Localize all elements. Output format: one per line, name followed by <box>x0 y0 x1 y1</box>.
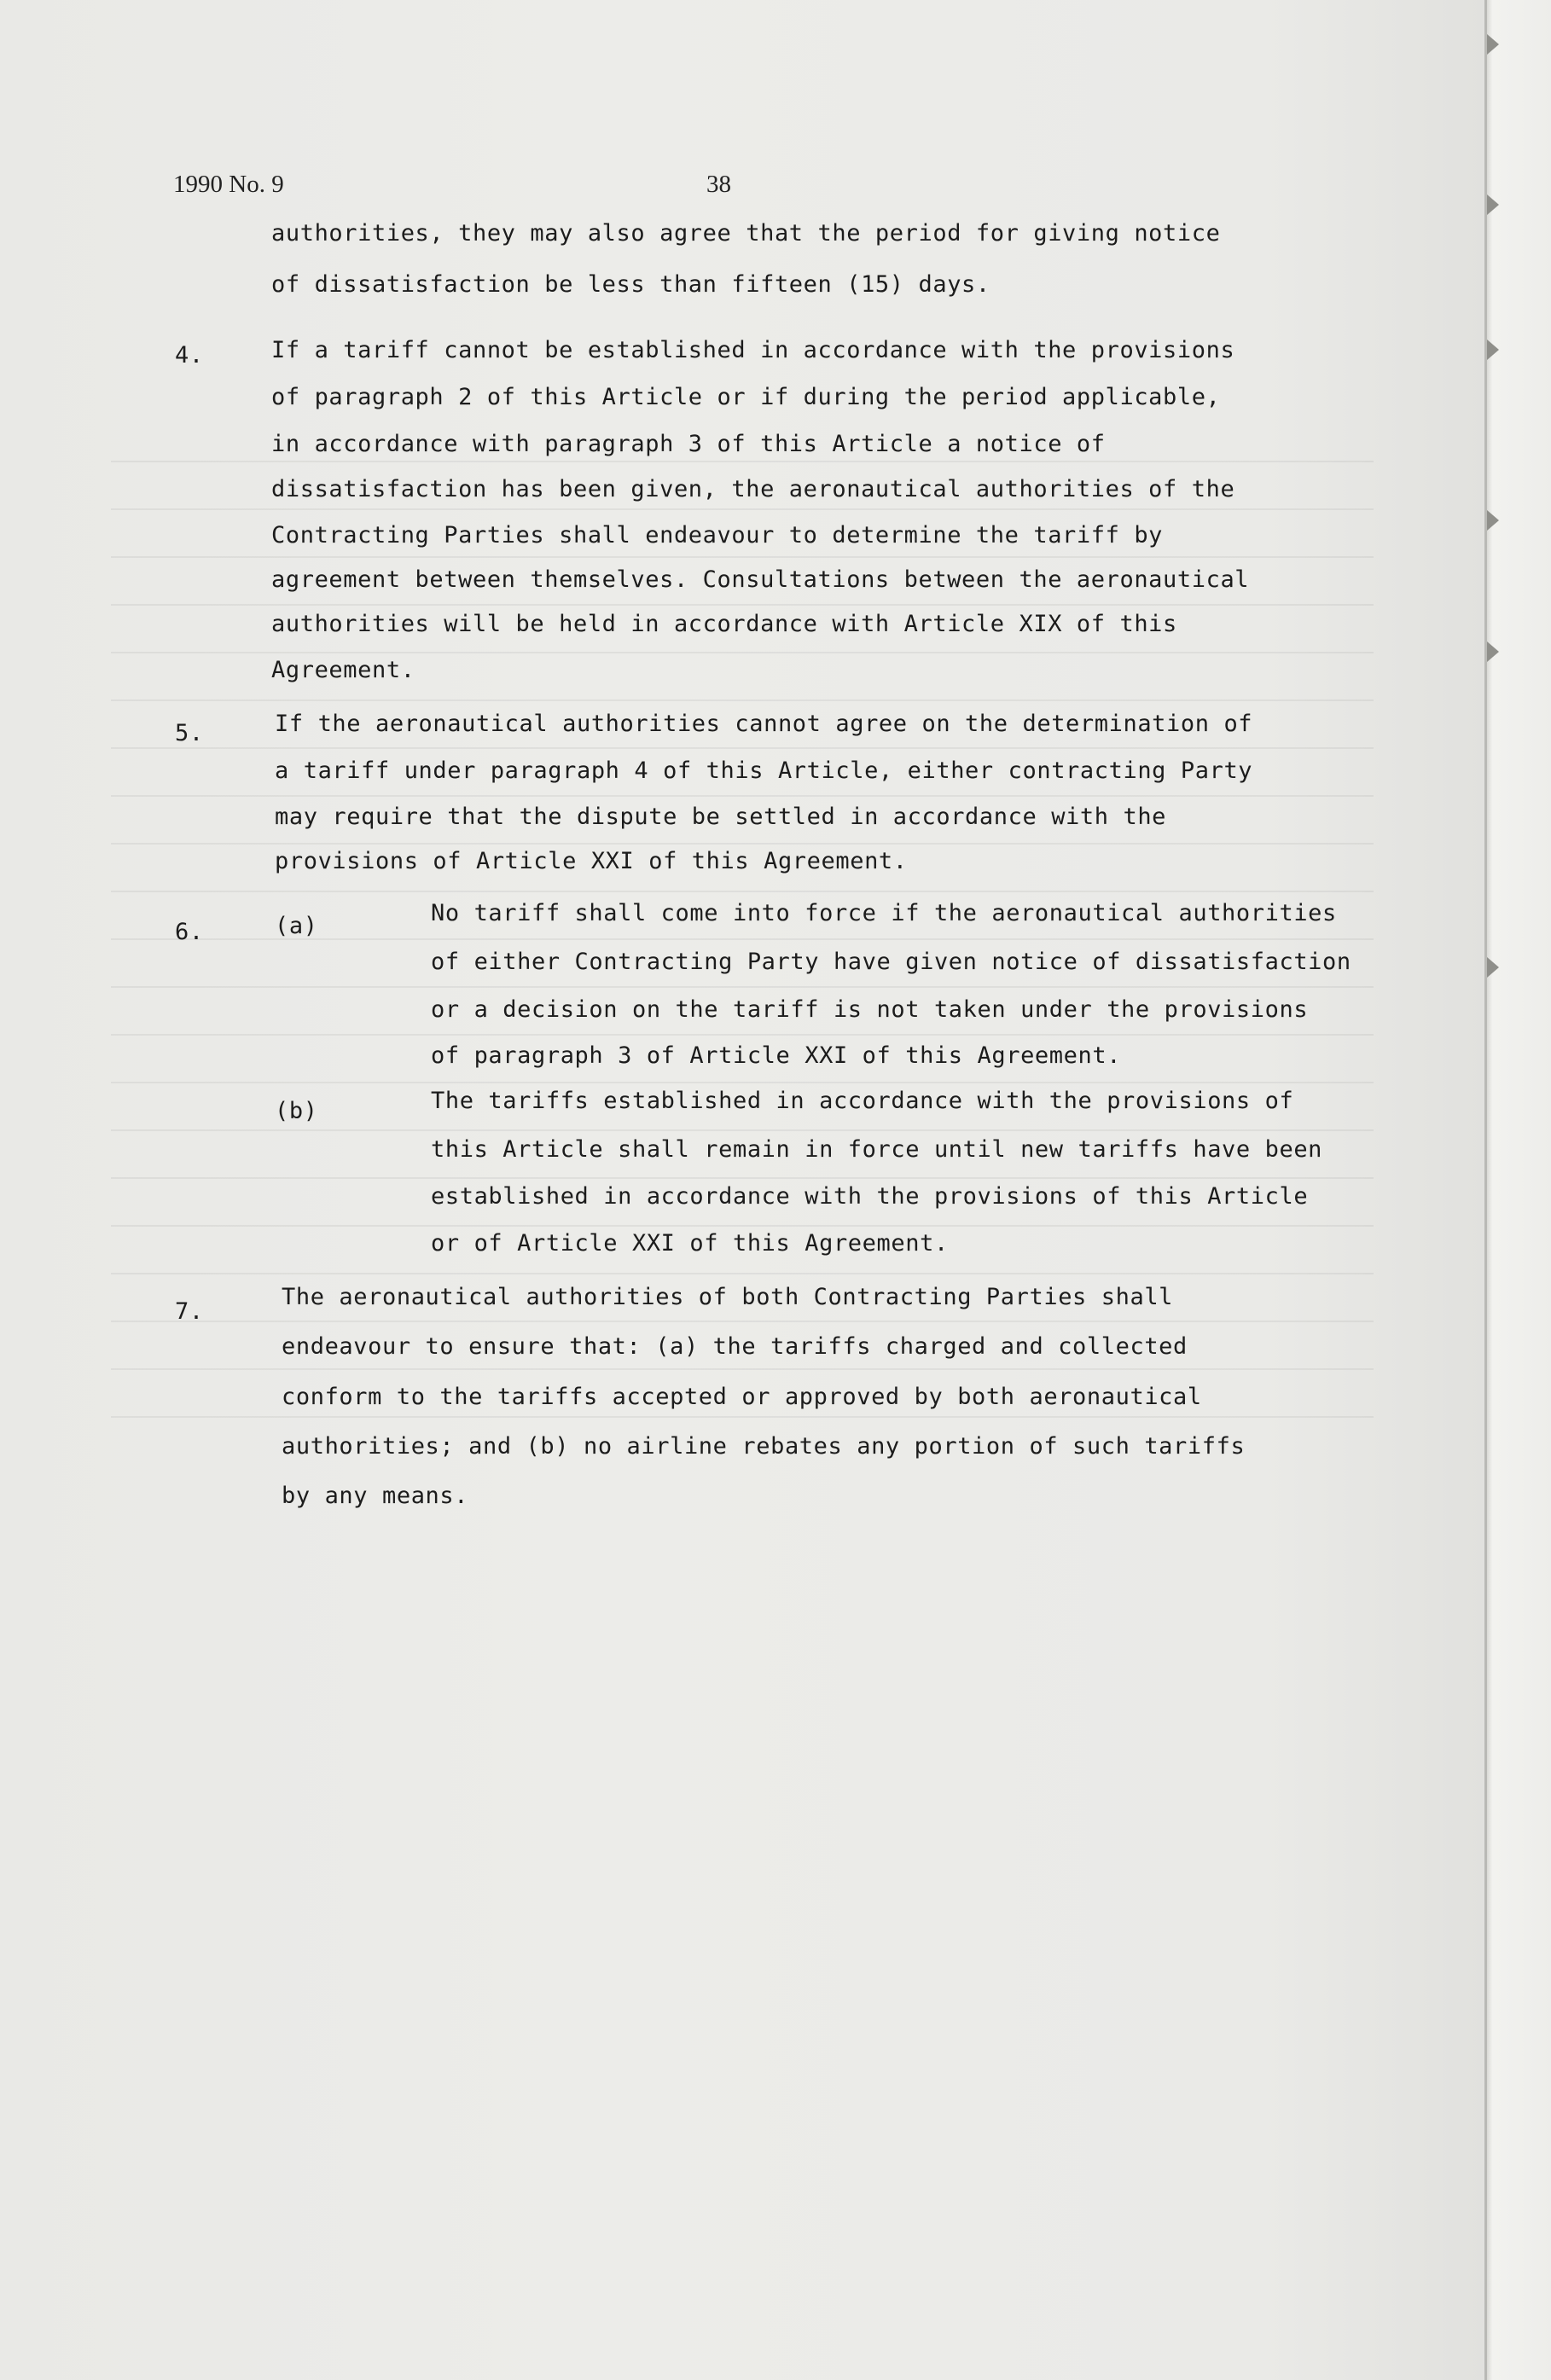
text-line: The aeronautical authorities of both Contracting Parties shall <box>282 1284 1174 1310</box>
text-line: No tariff shall come into force if the aeronautical authorities <box>431 900 1337 926</box>
text-line: Agreement. <box>271 657 415 683</box>
text-line: or of Article XXI of this Agreement. <box>431 1230 949 1257</box>
text-line: or a decision on the tariff is not taken under the provisions <box>431 996 1309 1023</box>
text-line: this Article shall remain in force until new tariffs have been <box>431 1136 1323 1163</box>
paragraph-number: 6. <box>175 919 204 945</box>
text-line: authorities; and (b) no airline rebates any portion of such tariffs <box>282 1433 1246 1460</box>
subparagraph-label: (b) <box>275 1098 318 1124</box>
page-number: 38 <box>706 171 731 198</box>
text-line: authorities, they may also agree that the period for giving notice <box>271 220 1221 247</box>
paragraph-number: 5. <box>175 720 204 746</box>
text-line: of either Contracting Party have given notice of dissatisfaction <box>431 949 1351 975</box>
text-line: a tariff under paragraph 4 of this Article, either contracting Party <box>275 758 1253 784</box>
binding-tab-marker <box>1487 340 1499 360</box>
binding-tab-marker <box>1487 957 1499 978</box>
text-line: If the aeronautical authorities cannot agree on the determination of <box>275 711 1253 737</box>
text-line: provisions of Article XXI of this Agreement. <box>275 848 908 874</box>
paragraph-number: 7. <box>175 1298 204 1325</box>
binding-tab-marker <box>1487 510 1499 531</box>
text-line: endeavour to ensure that: (a) the tariffs charged and collected <box>282 1333 1188 1360</box>
document-id: 1990 No. 9 <box>173 171 284 198</box>
text-line: established in accordance with the provisions of this Article <box>431 1183 1309 1210</box>
text-line: dissatisfaction has been given, the aeronautical authorities of the <box>271 476 1235 502</box>
text-line: of paragraph 3 of Article XXI of this Agreement. <box>431 1042 1122 1069</box>
binding-tab-marker <box>1487 194 1499 215</box>
text-line: The tariffs established in accordance with the provisions of <box>431 1088 1294 1114</box>
subparagraph-label: (a) <box>275 913 318 939</box>
text-line: authorities will be held in accordance with Article XIX of this <box>271 611 1177 637</box>
text-line: If a tariff cannot be established in accordance with the provisions <box>271 337 1235 363</box>
binding-tab-marker <box>1487 641 1499 662</box>
text-line: Contracting Parties shall endeavour to determine the tariff by <box>271 522 1164 549</box>
text-line: of paragraph 2 of this Article or if during the period applicable, <box>271 384 1221 410</box>
paragraph-number: 4. <box>175 342 204 369</box>
text-line: agreement between themselves. Consultations between the aeronautical <box>271 566 1250 593</box>
text-line: in accordance with paragraph 3 of this Article a notice of <box>271 431 1106 457</box>
text-line: conform to the tariffs accepted or approved by both aeronautical <box>282 1384 1202 1410</box>
text-line: by any means. <box>282 1483 469 1509</box>
text-line: may require that the dispute be settled in accordance with the <box>275 804 1167 830</box>
binding-tab-marker <box>1487 34 1499 55</box>
text-line: of dissatisfaction be less than fifteen (15) days. <box>271 271 990 298</box>
